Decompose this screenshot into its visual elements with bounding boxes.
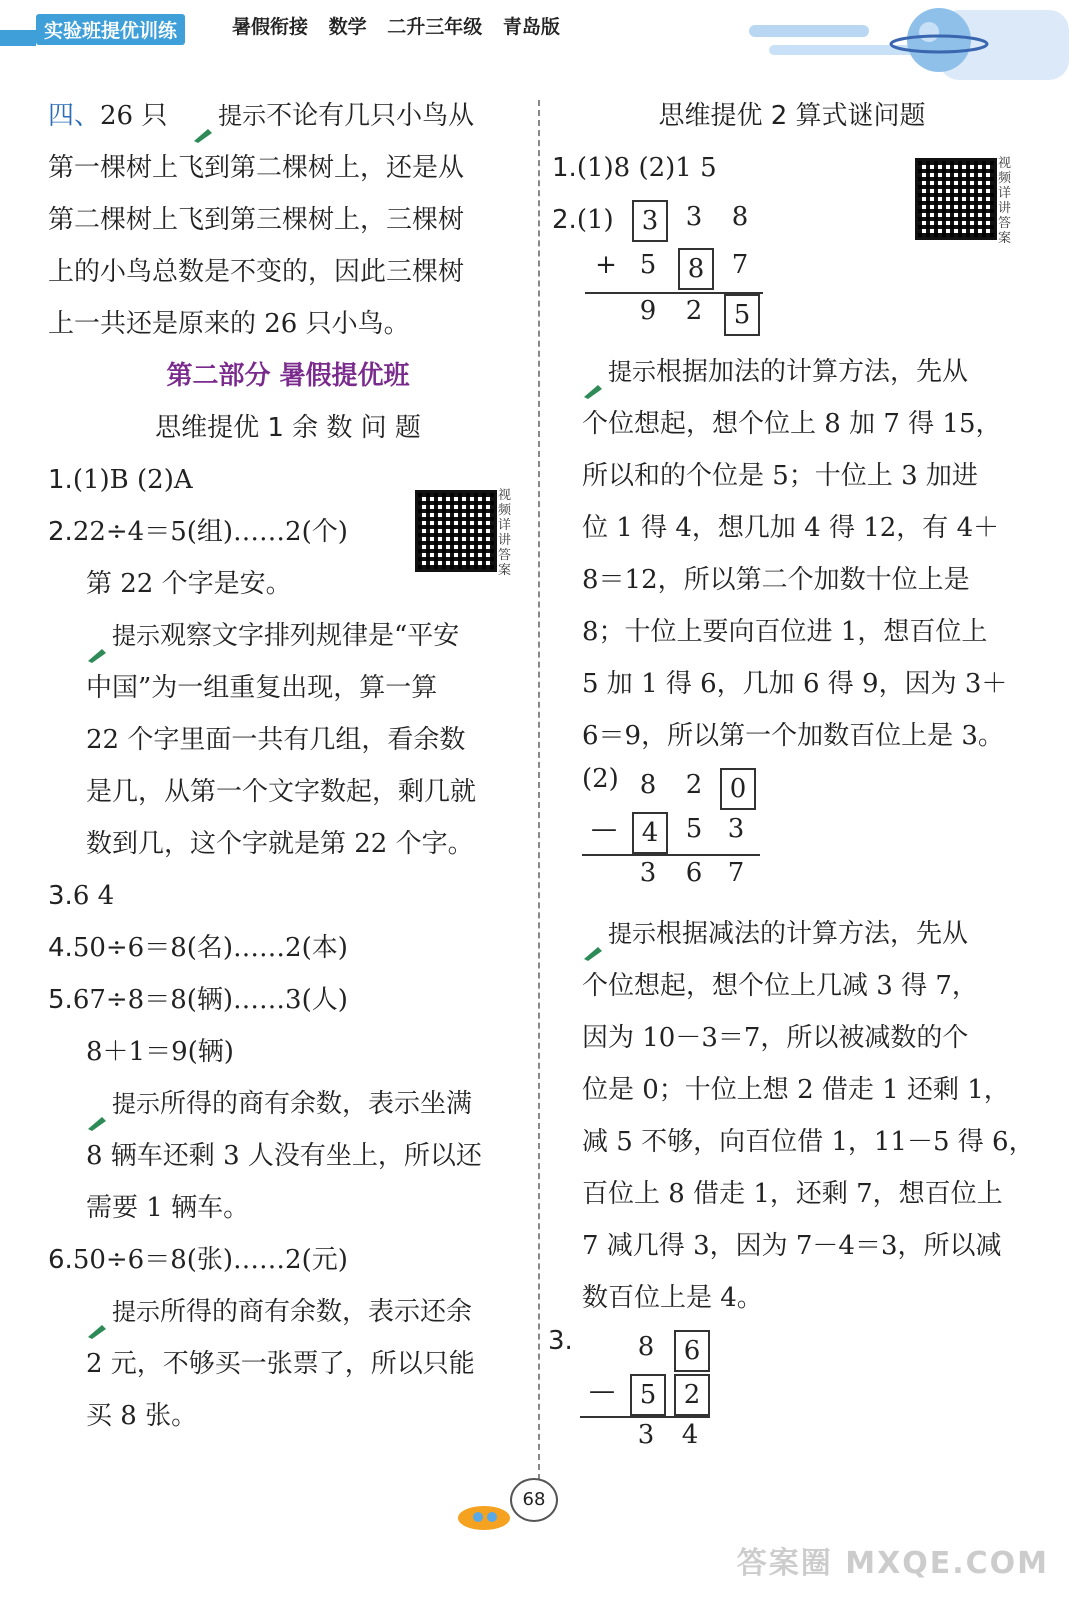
digit: 3 — [685, 202, 703, 232]
item-text: 22÷4＝5(组)……2(个) — [72, 517, 348, 547]
item-6 — [48, 1234, 528, 1286]
pencil-icon — [582, 927, 604, 943]
brand-bar — [0, 30, 36, 46]
tip-line: 因为 10－3＝7，所以被减数的个 — [582, 1023, 969, 1053]
planet-decoration-icon — [739, 0, 1069, 90]
page-header — [0, 0, 1069, 95]
item-number: 1. — [48, 465, 73, 495]
digit-box: 3 — [632, 200, 668, 242]
tip-line: 8；十位上要向百位进 1，想百位上 — [582, 617, 988, 647]
tip-line: 第二棵树上飞到第三棵树上，三棵树 — [48, 205, 465, 235]
tip-line: 是几，从第一个文字数起，剩几就 — [86, 777, 477, 807]
qr-label: 视频详讲答案 — [498, 488, 512, 578]
item-text: 50÷6＝8(张)……2(元) — [72, 1245, 348, 1275]
tip-sub — [582, 908, 1035, 1324]
digit: 6 — [685, 858, 703, 888]
digit-box: 4 — [632, 812, 668, 854]
digit: 3 — [637, 1420, 655, 1450]
digit: 3 — [727, 814, 745, 844]
qr-label: 视频详讲答案 — [998, 156, 1012, 246]
item-number: 3. — [48, 881, 73, 911]
tip-label: 提示 — [218, 102, 267, 130]
pencil-icon — [582, 365, 604, 381]
item-number: 4. — [48, 933, 73, 963]
tip-line — [582, 346, 1032, 398]
item-4 — [48, 922, 528, 974]
digit: 4 — [681, 1420, 699, 1450]
digit: 5 — [639, 250, 657, 280]
item-number: 2. — [552, 205, 577, 235]
tip-label: 提示 — [112, 1298, 160, 1326]
tip-line: 所以和的个位是 5；十位上 3 加进 — [582, 461, 978, 491]
tip-line: 2 元，不够买一张票了，所以只能 — [86, 1349, 475, 1379]
item-2-answer: 第 22 个字是安。 — [86, 569, 292, 599]
tip-line: 数百位上是 4。 — [582, 1283, 763, 1313]
tip-label: 提示 — [112, 622, 160, 650]
item-text: (1)8 (2)1 5 — [576, 153, 717, 183]
digit: 8 — [637, 1332, 655, 1362]
tip-line: 所得的商有余数，表示坐满 — [160, 1089, 473, 1119]
item-text: 50÷6＝8(名)……2(本) — [72, 933, 348, 963]
tip-line: 5 加 1 得 6，几加 6 得 9，因为 3＋ — [582, 669, 1008, 699]
item-3 — [48, 870, 528, 922]
digit-box: 0 — [720, 768, 756, 810]
difference-rule — [580, 1416, 710, 1418]
tip-line — [582, 908, 1032, 960]
column-divider — [538, 100, 540, 1480]
digit-box: 5 — [630, 1374, 666, 1416]
tip-line: 8 辆车还剩 3 人没有坐上，所以还 — [86, 1141, 482, 1171]
tip-label: 提示 — [112, 1090, 160, 1118]
qr-code-icon[interactable] — [415, 490, 497, 572]
item-text: 67÷8＝8(辆)……3(人) — [72, 985, 348, 1015]
tip-line: 需要 1 辆车。 — [86, 1193, 250, 1223]
item-number: 3. — [548, 1326, 573, 1356]
part-label: (1) — [576, 205, 614, 235]
tip-line: 上的小鸟总数是不变的，因此三棵树 — [48, 257, 465, 287]
pencil-icon — [86, 1097, 108, 1113]
section-title: 第二部分 暑假提优班 — [166, 361, 410, 391]
section-label: 四、 — [48, 101, 101, 131]
tip-add — [582, 346, 1032, 762]
item-number: 5. — [48, 985, 73, 1015]
left-column — [48, 90, 528, 1442]
watermark: 答案圈 MXQE.COM — [736, 1546, 1049, 1581]
tip-text: 根据加法的计算方法，先从 — [656, 357, 969, 387]
tip-5 — [48, 1078, 528, 1130]
tip-line: 数到几，这个字就是第 22 个字。 — [86, 829, 474, 859]
digit: 2 — [685, 296, 703, 326]
tip-line: 22 个字里面一共有几组，看余数 — [86, 725, 466, 755]
tip-line: 位 1 得 4，想几加 4 得 12，有 4＋ — [582, 513, 1000, 543]
item-5 — [48, 974, 528, 1026]
tip-label: 提示 — [608, 358, 656, 386]
tip-line: 位是 0；十位上想 2 借走 1 还剩 1， — [582, 1075, 1010, 1105]
item-5-answer: 8＋1＝9(辆) — [86, 1037, 234, 1067]
page-number: 68 — [510, 1478, 558, 1522]
digit-box: 5 — [724, 294, 760, 336]
operator: — — [591, 814, 617, 844]
item-number: 2. — [48, 517, 73, 547]
pencil-icon — [86, 629, 108, 645]
item-text: 6 4 — [72, 881, 115, 911]
header-title: 暑假衔接 数学 二升三年级 青岛版 — [232, 16, 560, 38]
tip-line: 观察文字排列规律是“平安 — [160, 621, 460, 651]
tip-line: 所得的商有余数，表示还余 — [160, 1297, 473, 1327]
answer-text: 26 只 — [100, 101, 168, 131]
digit: 9 — [639, 296, 657, 326]
tip-line: 买 8 张。 — [86, 1401, 198, 1431]
tip-line: 不论有几只小鸟从 — [266, 101, 475, 131]
tip-line: 6＝9，所以第一个加数百位上是 3。 — [582, 721, 1004, 751]
answer-four — [48, 90, 528, 142]
tip-line: 中国”为一组重复出现，算一算 — [86, 673, 438, 703]
item-text: (1)B (2)A — [72, 465, 193, 495]
tip-line: 百位上 8 借走 1，还剩 7，想百位上 — [582, 1179, 1003, 1209]
tip-text: 根据减法的计算方法，先从 — [656, 919, 969, 949]
item-number: 6. — [48, 1245, 73, 1275]
tip-line: 减 5 不够，向百位借 1，11－5 得 6， — [582, 1127, 1035, 1157]
operator: + — [595, 250, 617, 280]
tip-line: 上一共还是原来的 26 只小鸟。 — [48, 309, 410, 339]
tip-2 — [48, 610, 528, 662]
tip-line: 第一棵树上飞到第二棵树上，还是从 — [48, 153, 465, 183]
digit-box: 8 — [678, 248, 714, 290]
digit: 7 — [727, 858, 745, 888]
tip-line: 个位想起，想个位上 8 加 7 得 15， — [582, 409, 1002, 439]
brand-logo: 实验班提优训练 — [36, 14, 185, 45]
digit: 8 — [639, 770, 657, 800]
item-number: 1. — [552, 153, 577, 183]
digit-box: 6 — [674, 1330, 710, 1372]
tip-label: 提示 — [608, 920, 656, 948]
part-label: (2) — [582, 764, 619, 794]
difference-rule — [582, 854, 760, 856]
digit: 7 — [731, 250, 749, 280]
digit: 5 — [685, 814, 703, 844]
pencil-icon — [86, 1305, 108, 1321]
digit-box: 2 — [674, 1374, 710, 1416]
digit: 8 — [731, 202, 749, 232]
lesson-title: 思维提优 2 算式谜问题 — [658, 101, 926, 131]
lesson-title: 思维提优 1 余 数 问 题 — [155, 413, 421, 443]
digit: 2 — [685, 770, 703, 800]
tip-6 — [48, 1286, 528, 1338]
operator: — — [589, 1376, 615, 1406]
tip-line: 8＝12，所以第二个加数十位上是 — [582, 565, 970, 595]
tip-line: 7 减几得 3，因为 7－4＝3，所以减 — [582, 1231, 1002, 1261]
pencil-icon — [192, 109, 214, 125]
tip-line: 个位想起，想个位上几减 3 得 7， — [582, 971, 978, 1001]
digit: 3 — [639, 858, 657, 888]
qr-code-icon[interactable] — [915, 158, 997, 240]
